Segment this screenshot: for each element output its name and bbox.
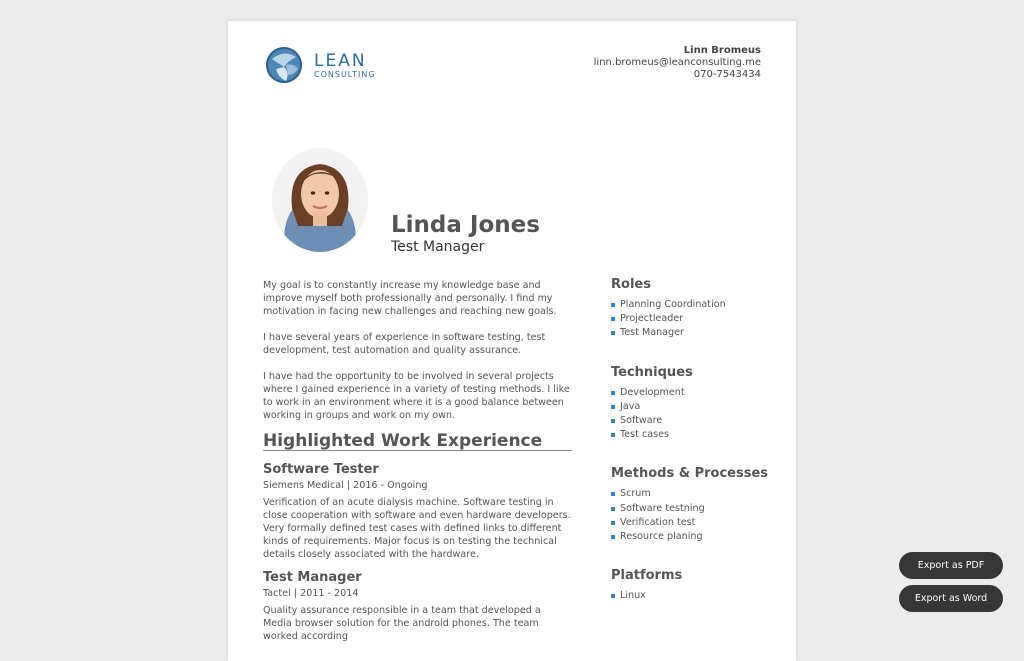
job-title: Test Manager <box>263 570 362 585</box>
contact-phone: 070-7543434 <box>693 69 761 80</box>
list-item: Resource planing <box>611 530 771 544</box>
roles-section <box>611 277 771 341</box>
contact-name: Linn Bromeus <box>683 45 761 56</box>
list-item: Test Manager <box>611 326 771 340</box>
list-item: Software testning <box>611 502 771 516</box>
job-meta: Tactel | 2011 - 2014 <box>263 588 359 599</box>
platforms-heading: Platforms <box>611 568 683 584</box>
list-item: Test cases <box>611 428 771 442</box>
list-item: Java <box>611 400 771 414</box>
logo-text-main: LEAN <box>314 51 367 71</box>
job-entry <box>263 571 572 643</box>
summary-paragraph: I have had the opportunity to be involved in several projects where I gained experience in a variety of testing methods. I like to work in an environment where it is a good balance between working in groups and work on my own. <box>263 371 570 421</box>
lean-consulting-logo <box>264 45 384 85</box>
job-entry <box>263 463 572 561</box>
techniques-section <box>611 365 771 443</box>
list-item: Projectleader <box>611 312 771 326</box>
person-title: Test Manager <box>391 239 485 255</box>
platforms-section <box>611 568 771 603</box>
list-item: Scrum <box>611 487 771 501</box>
summary-paragraph: My goal is to constantly increase my knowledge base and improve myself both professionally and personally. I find my motivation in facing new challenges and reaching new goals. <box>263 280 557 317</box>
techniques-heading: Techniques <box>611 364 693 380</box>
summary-column <box>263 279 572 653</box>
job-description: Quality assurance responsible in a team that developed a Media browser solution for the android phones. The team worked according <box>263 605 541 642</box>
avatar <box>272 148 368 252</box>
logo-emblem-icon <box>264 45 304 85</box>
job-title: Software Tester <box>263 462 379 477</box>
list-item: Planning Coordination <box>611 298 771 312</box>
methods-heading: Methods & Processes <box>611 466 769 482</box>
list-item: Linux <box>611 589 771 603</box>
roles-heading: Roles <box>611 277 651 292</box>
list-item: Verification test <box>611 516 771 530</box>
logo-text-sub: CONSULTING <box>314 70 376 79</box>
list-item: Development <box>611 386 771 400</box>
job-description: Verification of an acute dialysis machine. Software testing in close cooperation with software and even hardware developers. Very formally defined test cases with defined links to different kinds of requirements. Major focus is on testing the technical details closely associated with the hardware. <box>263 497 571 560</box>
person-name: Linda Jones <box>391 212 540 238</box>
export-pdf-button[interactable]: Export as PDF <box>899 552 1003 579</box>
list-item: Software <box>611 414 771 428</box>
consultant-contact <box>594 45 761 81</box>
profile-photo <box>272 148 368 252</box>
summary-paragraph: I have several years of experience in software testing, test development, test automation and quality assurance. <box>263 332 546 356</box>
job-meta: Siemens Medical | 2016 - Ongoing <box>263 480 428 491</box>
export-word-button[interactable]: Export as Word <box>899 585 1003 612</box>
cv-page <box>228 21 796 661</box>
methods-section <box>611 466 771 544</box>
experience-heading: Highlighted Work Experience <box>263 435 572 451</box>
contact-email[interactable]: linn.bromeus@leanconsulting.me <box>593 57 761 68</box>
skills-sidebar <box>611 277 771 627</box>
